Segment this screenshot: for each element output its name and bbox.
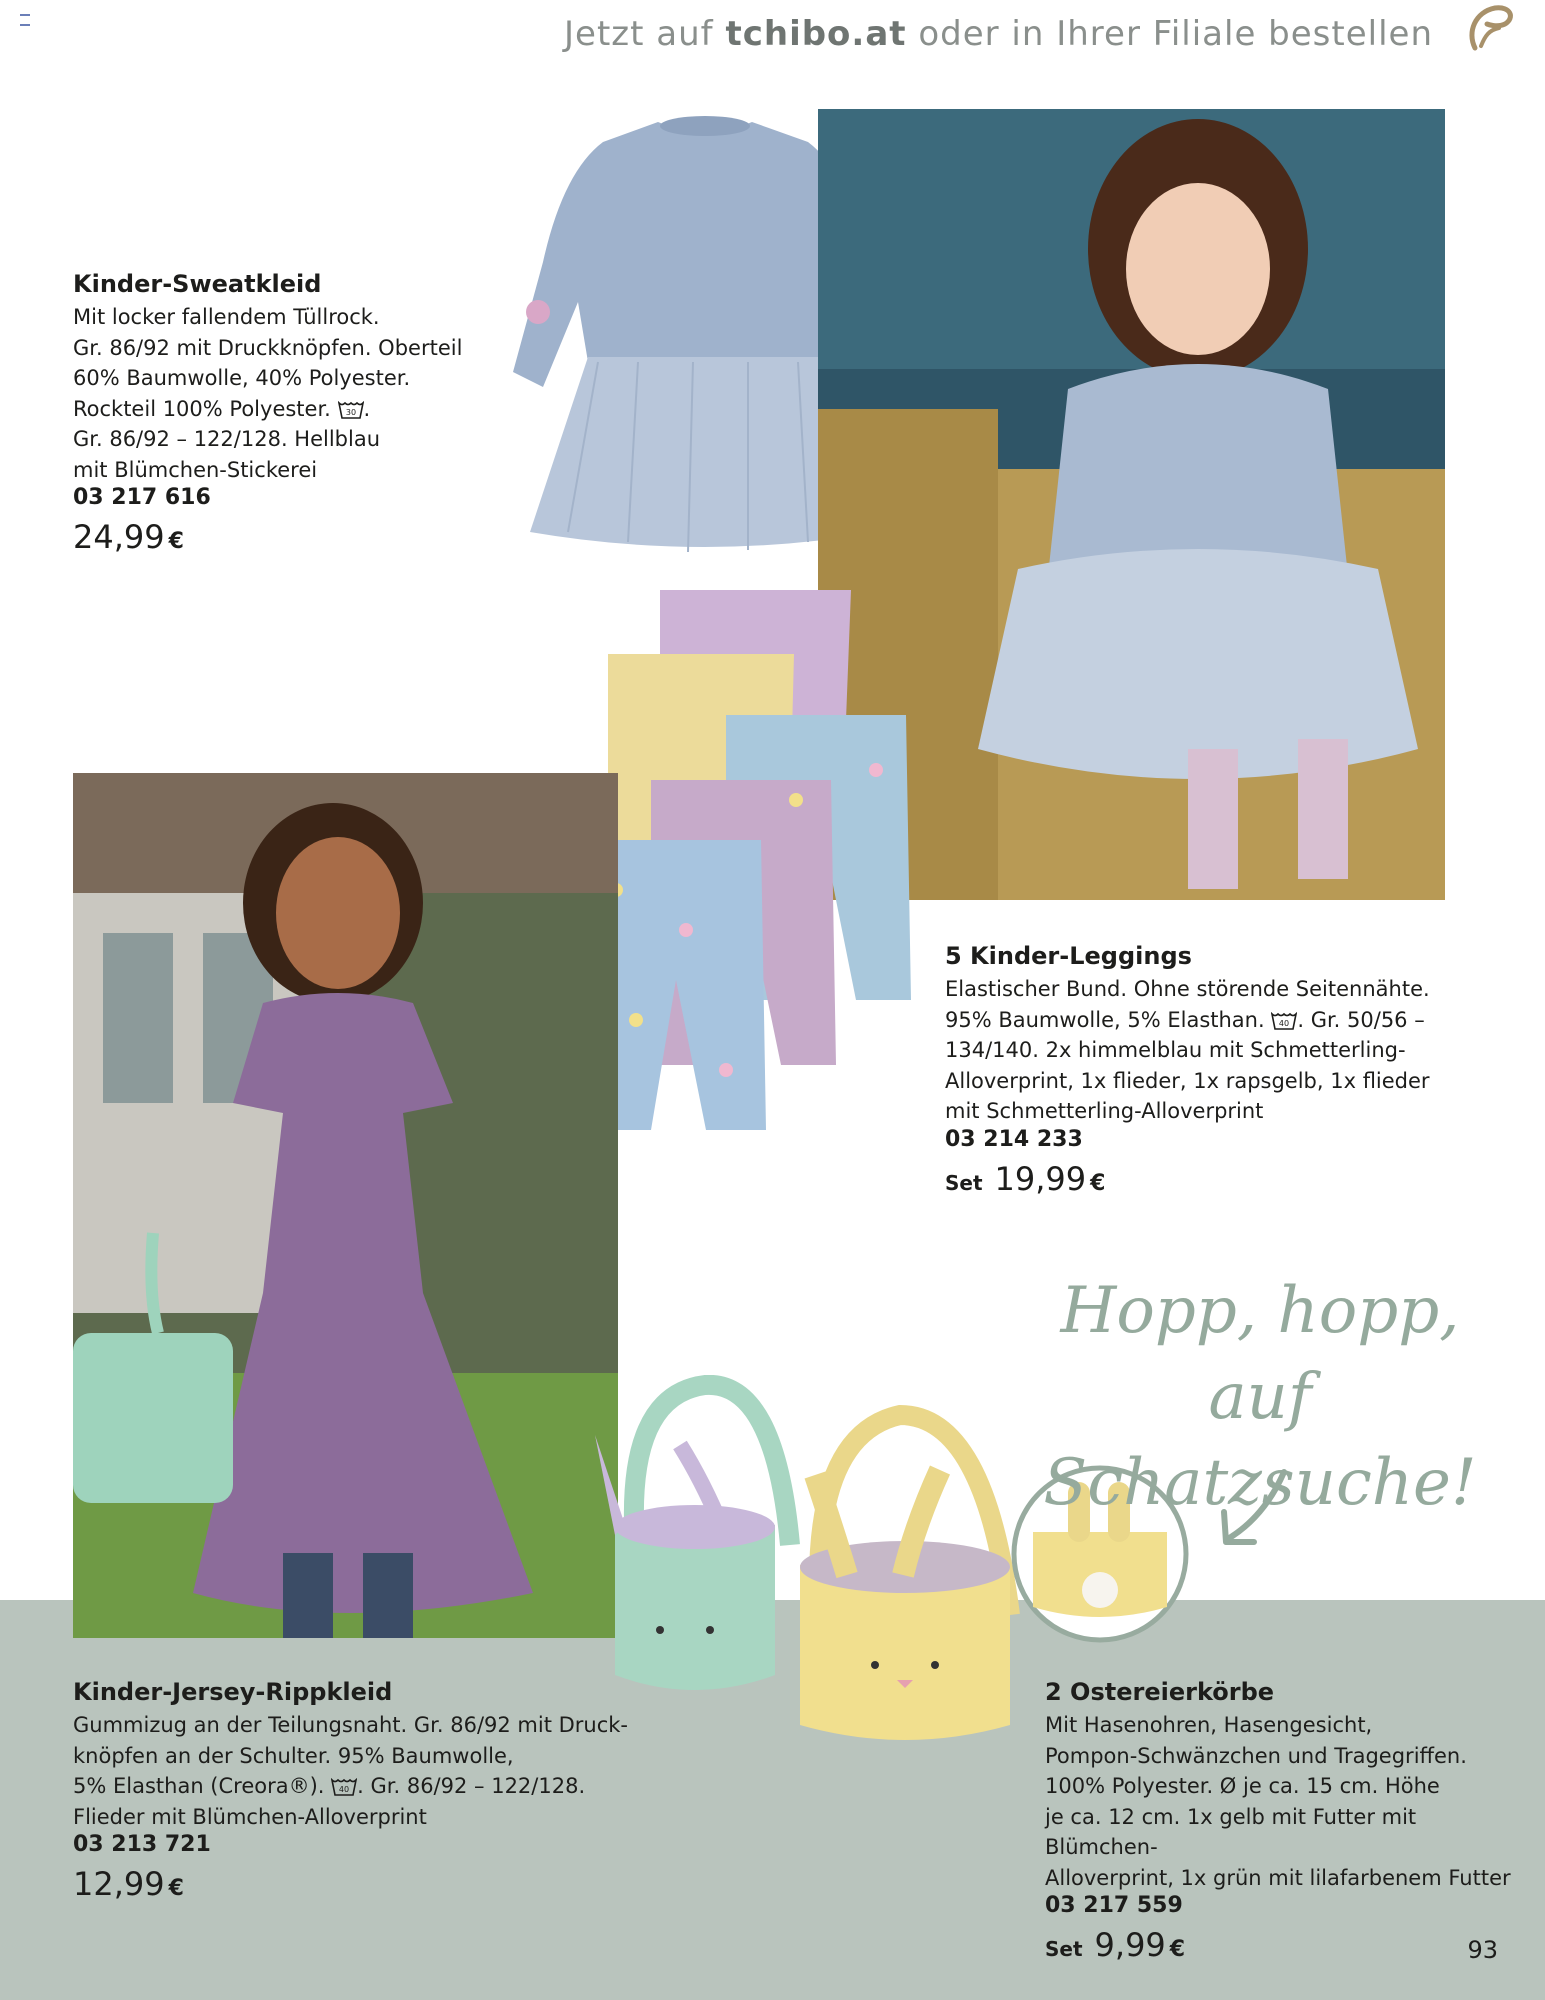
washing-tub-icon: [338, 401, 364, 419]
price-currency: €: [168, 529, 184, 554]
price-currency: €: [168, 1876, 184, 1901]
price: [73, 518, 493, 556]
slogan-line-2: Schatzsuche!: [1043, 1446, 1477, 1520]
article-number: 03 213 721: [73, 1832, 211, 1857]
price-value: 24,99: [73, 518, 165, 556]
price-value: 12,99: [73, 1865, 165, 1903]
product-description: [945, 974, 1465, 1127]
article-number: 03 217 559: [1045, 1893, 1183, 1918]
header-site-link[interactable]: tchibo.at: [725, 14, 907, 54]
product-leggings: [945, 942, 1465, 1198]
tchibo-bean-logo-icon: [1461, 2, 1517, 58]
product-title: 2 Ostereierkörbe: [1045, 1678, 1275, 1706]
description-part-2: . Gr. 50/56 – 134/140. 2x himmelblau mit Schmetterling- Alloverprint, 1x flieder, 1x rapsgelb, 1x flieder mit Schmetterling-Alloverprint: [945, 1007, 1430, 1123]
price-currency: €: [1090, 1170, 1106, 1196]
price: [73, 1865, 633, 1903]
wash-temperature: 40: [339, 1785, 350, 1794]
product-sweat-dress: [73, 270, 493, 556]
description-part-1: Gummizug an der Teilungsnaht. Gr. 86/92 mit Druck- knöpfen an der Schulter. 95% Baumwolle, 5% Elasthan (Creora®).: [73, 1713, 629, 1798]
product-easter-baskets: [1045, 1678, 1525, 1964]
set-label: Set: [945, 1170, 983, 1195]
price-currency: €: [1169, 1937, 1186, 1962]
product-title: Kinder-Sweatkleid: [73, 270, 322, 298]
wash-temperature: 40: [1279, 1018, 1290, 1028]
article-number: 03 217 616: [73, 485, 211, 510]
slogan: [1040, 1268, 1480, 1526]
header-tagline: [564, 14, 1433, 54]
wash-temperature: 30: [345, 407, 356, 417]
slogan-line-1: Hopp, hopp, auf: [1060, 1274, 1460, 1434]
easter-baskets-product-image: [585, 1375, 1025, 1740]
product-description: [73, 302, 493, 485]
corner-mark: [20, 14, 30, 26]
description-part-1: Elastischer Bund. Ohne störende Seitennähte. 95% Baumwolle, 5% Elasthan.: [945, 977, 1430, 1032]
header-prefix: Jetzt auf: [564, 14, 726, 54]
product-description: Mit Hasenohren, Hasengesicht, Pompon-Schwänzchen und Tragegriffen. 100% Polyester. Ø je ca. 15 cm. Höhe je ca. 12 cm. 1x gelb mit Futter mit Blümchen- Alloverprint, 1x grün mit lilafarbenem Futter: [1045, 1713, 1511, 1890]
girl-purple-dress-photo: [73, 773, 618, 1638]
description-part-2: . Gr. 86/92 – 122/128. Hellblau mit Blümchen-Stickerei: [73, 396, 381, 482]
article-number: 03 214 233: [945, 1126, 1083, 1152]
product-title: Kinder-Jersey-Rippkleid: [73, 1678, 393, 1706]
leggings-product-image: [576, 590, 916, 1135]
product-jersey-dress: [73, 1678, 633, 1903]
description-part-2: . Gr. 86/92 – 122/128. Flieder mit Blümchen-Alloverprint: [73, 1774, 586, 1829]
price: [1045, 1926, 1525, 1964]
price-value: 19,99: [994, 1159, 1087, 1198]
washing-tub-icon: [1271, 1012, 1297, 1030]
product-title: 5 Kinder-Leggings: [945, 942, 1192, 970]
price-value: 9,99: [1094, 1926, 1166, 1964]
washing-tub-icon: [331, 1778, 357, 1796]
page-number: 93: [1467, 1936, 1498, 1964]
product-description: [73, 1710, 633, 1832]
header-suffix: oder in Ihrer Filiale bestellen: [906, 14, 1433, 54]
description-part-1: Mit locker fallendem Tüllrock. Gr. 86/92 mit Druckknöpfen. Oberteil 60% Baumwolle, 40% Polyester. Rockteil 100% Polyester.: [73, 305, 463, 421]
set-label: Set: [1045, 1937, 1083, 1961]
price: [945, 1160, 1465, 1198]
